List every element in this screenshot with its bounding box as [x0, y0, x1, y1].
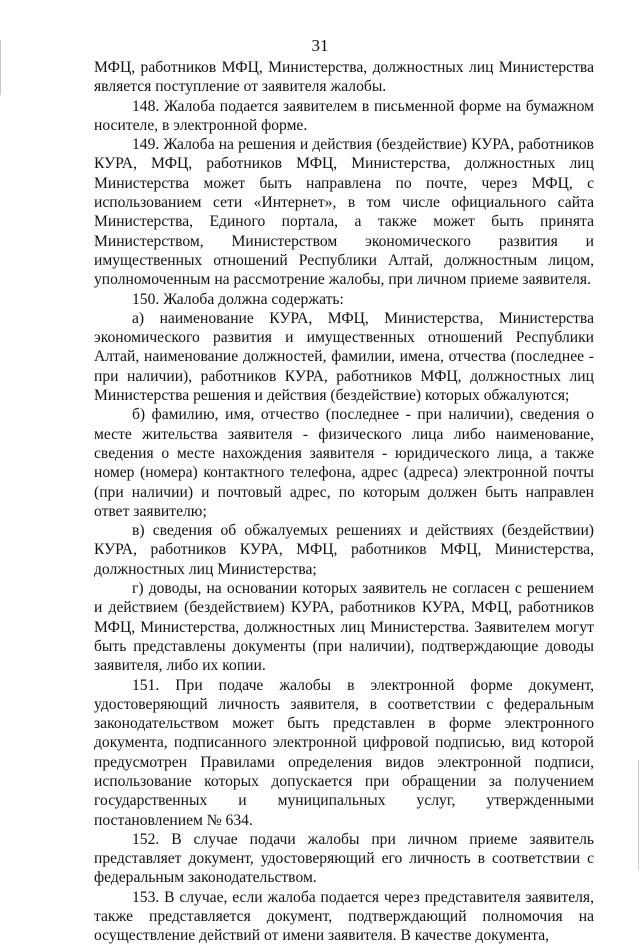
- paragraph: 148. Жалоба подается заявителем в письменной форме на бумажном носителе, в электронной форме.: [94, 97, 594, 134]
- paragraph: г) доводы, на основании которых заявитель не согласен с решением и действием (бездействием) КУРА, работников КУРА, МФЦ, работников МФЦ, Министерства, должностных лиц Министерства. Заявителем могут быть представлены документы (при наличии), подтверждающие доводы заявителя, либо их копии.: [94, 580, 594, 675]
- paragraph: 153. В случае, если жалоба подается через представителя заявителя, также представляется документ, подтверждающий полномочия на осуществление действий от имени заявителя. В качестве документа,: [94, 888, 594, 945]
- paragraph: 150. Жалоба должна содержать:: [132, 290, 344, 308]
- paragraph: МФЦ, работников МФЦ, Министерства, должностных лиц Министерства является поступление от заявителя жалобы.: [94, 59, 594, 96]
- paragraph: 151. При подаче жалобы в электронной форме документ, удостоверяющий личность заявителя, в соответствии с федеральным законодательством может быть представлен в форме электронного документа, подписанного электронной цифровой подписью, вид которой предусмотрен Правилами определения видов электронной подписи, использование которых допускается при обращении за получением государственных и муниципальных услуг, утвержденными постановлением № 634.: [94, 676, 594, 829]
- paragraph: а) наименование КУРА, МФЦ, Министерства, Министерства экономического развития и имущественных отношений Республики Алтай, наименование должностей, фамилии, имена, отчества (последнее - при наличии), работников КУРА, работников МФЦ, должностных лиц Министерства решения и действия (бездействие) которых обжалуются;: [94, 309, 594, 405]
- paragraph: 149. Жалоба на решения и действия (бездействие) КУРА, работников КУРА, МФЦ, работников МФЦ, Министерства, должностных лиц Министерства может быть направлена по почте, через МФЦ, с использованием сети «Интернет», в том числе официального сайта Министерства, Единого портала, а также может быть принята Министерством, Министерством экономического развития и имущественных отношений Республики Алтай, должностным лицом, уполномоченным на рассмотрение жалобы, при личном приеме заявителя.: [94, 136, 594, 289]
- scan-edge-right-bottom: [638, 760, 639, 870]
- paragraph: в) сведения об обжалуемых решениях и действиях (бездействии) КУРА, работников КУРА, МФЦ, работников МФЦ, Министерства, должностных лиц Министерства;: [94, 522, 594, 578]
- paragraph: б) фамилию, имя, отчество (последнее - при наличии), сведения о месте жительства заявителя - физического лица либо наименование, сведения о месте нахождения заявителя - юридического лица, а также номер (номера) контактного телефона, адрес (адреса) электронной почты (при наличии) и почтовый адрес, по которым должен быть направлен ответ заявителю;: [94, 406, 594, 520]
- paragraph: 152. В случае подачи жалобы при личном приеме заявитель представляет документ, удостоверяющий его личность в соответствии с федеральным законодательством.: [94, 830, 594, 887]
- document-body: [94, 58, 594, 946]
- page-number: 31: [311, 36, 329, 55]
